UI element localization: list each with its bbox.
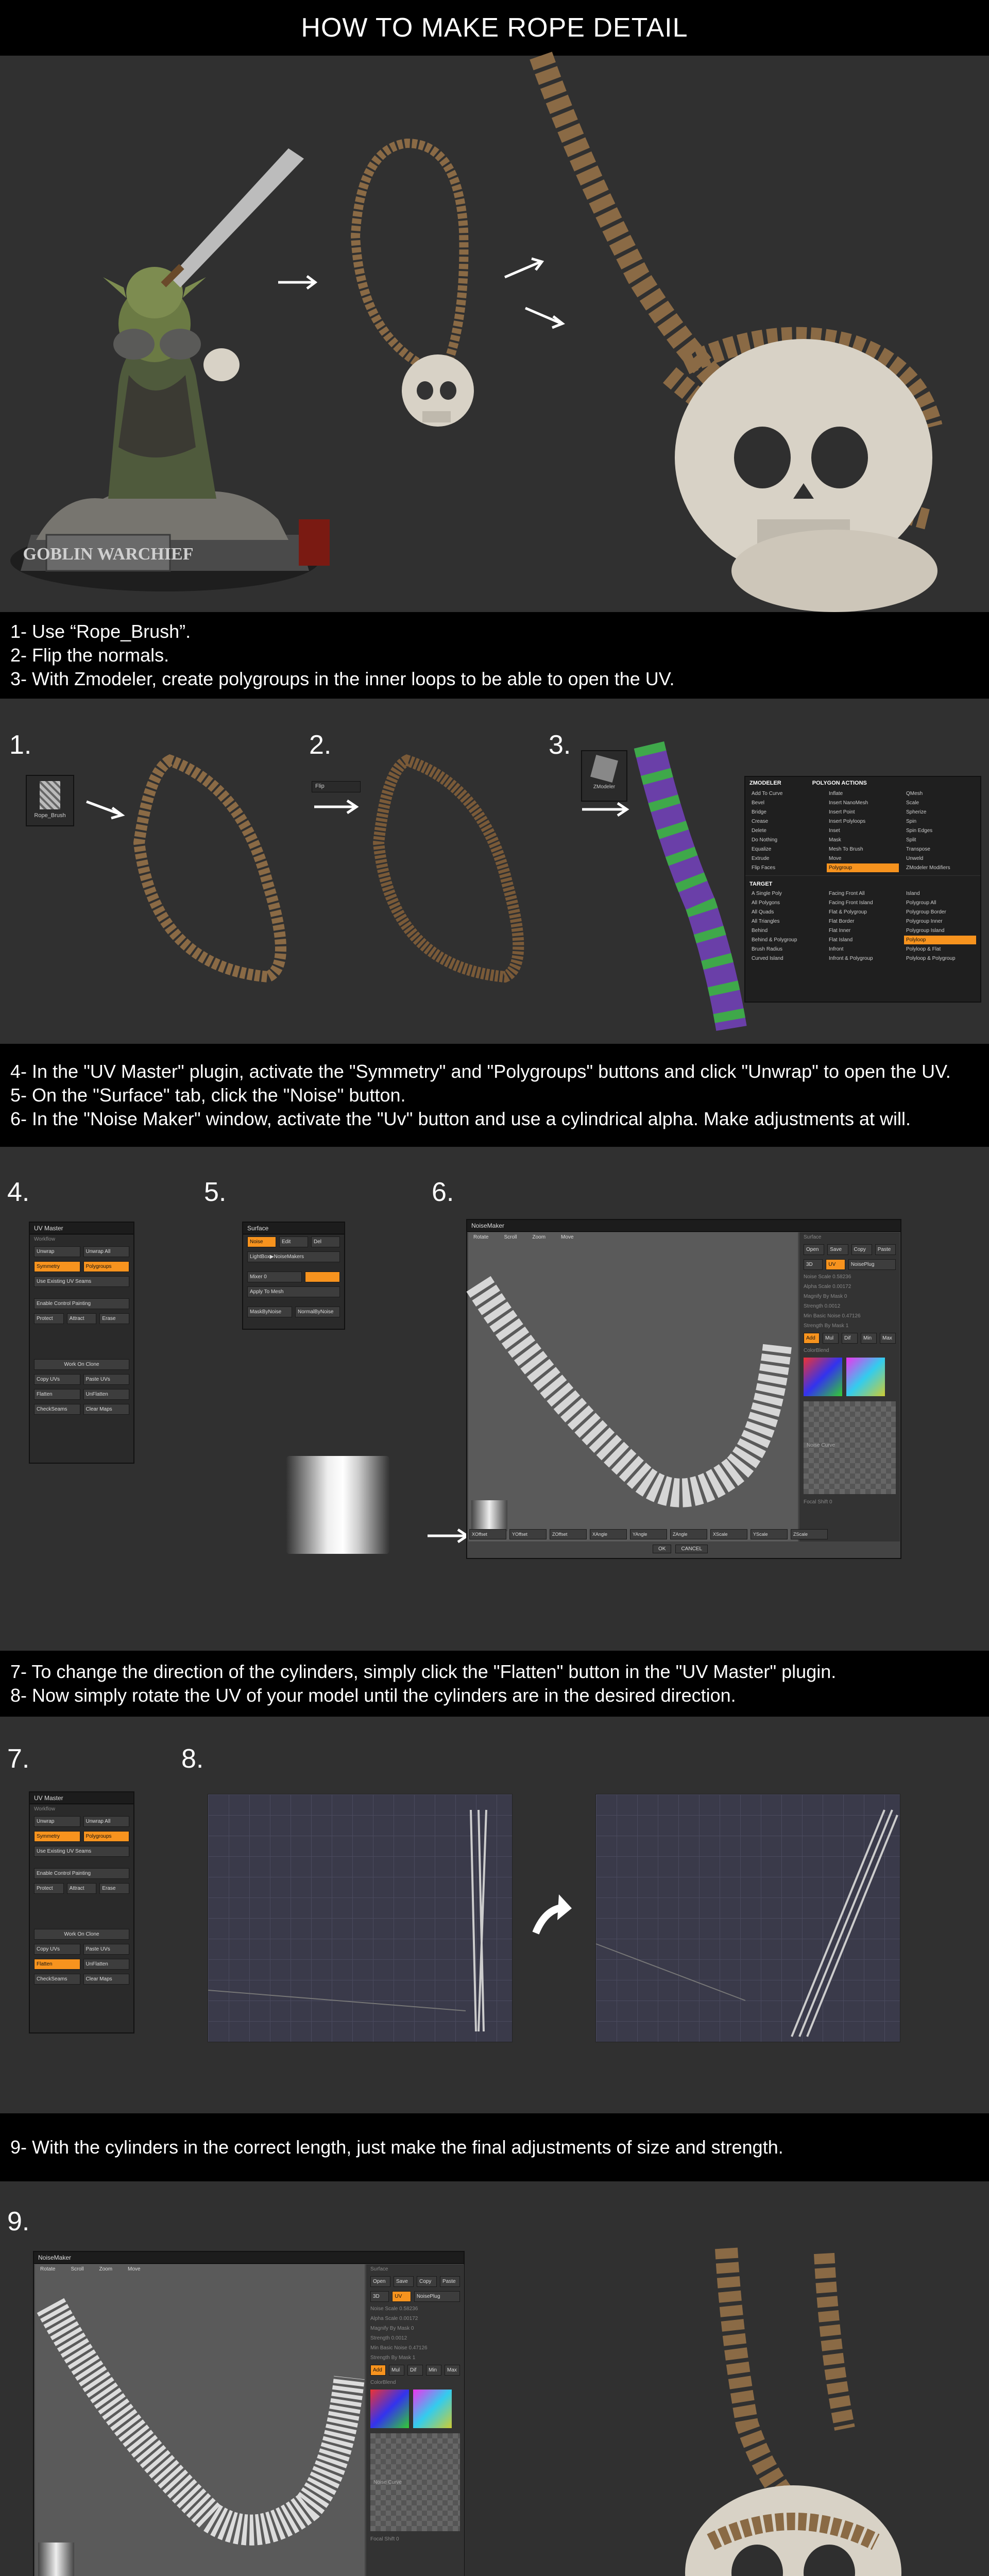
paste-uvs-button[interactable]: Paste UVs [83,1944,130,1955]
zmodeler-target-item[interactable]: Behind [752,928,768,934]
scroll-tool[interactable]: Scroll [504,1234,517,1240]
move-tool[interactable]: Move [561,1234,574,1240]
uv-button[interactable]: UV [826,1259,845,1270]
hero-area [0,56,989,612]
noisemaker-settings [799,1232,900,1541]
erase-button[interactable]: Erase [99,1313,129,1324]
rotate-tool[interactable]: Rotate [473,1234,489,1240]
statue-plaque-label: GOBLIN WARCHIEF [23,545,194,564]
zmodeler-target-item[interactable]: All Polygons [752,900,780,906]
use-existing-seams-button[interactable]: Use Existing UV Seams [34,1846,129,1857]
zmodeler-target-item[interactable]: All Triangles [752,919,780,924]
offset-slider[interactable]: ZOffset [550,1529,587,1539]
zmodeler-action-item[interactable]: Mesh To Brush [829,846,863,852]
step-number: 3. [549,730,571,760]
settings-title: Surface [804,1234,822,1240]
rope-polygroups [649,745,731,1028]
noisy-rope-preview [468,1243,798,1511]
color-swatch-b[interactable] [846,1358,885,1396]
copy-uvs-button[interactable]: Copy UVs [34,1944,80,1955]
move-tool[interactable]: Move [128,2266,141,2272]
magnify-by-mask-slider[interactable]: Magnify By Mask 0 [370,2326,414,2331]
zmodeler-action-item[interactable]: Spin [906,819,917,824]
strength-slider[interactable]: Strength 0.0012 [804,1303,841,1309]
statue-banner [299,519,330,566]
instructions-1 [0,612,989,699]
blend-mode-button[interactable]: Dif [407,2365,423,2376]
blend-mode-button[interactable]: Max [880,1333,896,1344]
instruction-line: 3- With Zmodeler, create polygroups in the inner loops to be able to open the UV. [10,668,675,689]
save-button[interactable]: Save [827,1244,848,1255]
zmodeler-action-item[interactable]: Bevel [752,800,765,806]
alpha-scale-slider[interactable]: Alpha Scale 0.00172 [804,1284,851,1290]
zmodeler-menu-header: ZMODELER [749,780,781,786]
target-header: TARGET [745,875,980,889]
zmodeler-action-item[interactable]: Insert NanoMesh [829,800,868,806]
noise-curve-label: Noise Curve [373,2480,402,2485]
rope-loop-1 [139,760,281,977]
alpha-scale-slider[interactable]: Alpha Scale 0.00172 [370,2316,418,2321]
3d-button[interactable]: 3D [370,2291,389,2302]
symmetry-button[interactable]: Symmetry [34,1261,80,1272]
work-on-clone-button[interactable]: Work On Clone [34,1359,129,1370]
noisemaker-title: NoiseMaker [467,1220,900,1232]
noiseplug-button[interactable]: NoisePlug [848,1259,896,1270]
rope-final [726,2248,845,2501]
zmodeler-action-item[interactable]: Add To Curve [752,791,783,796]
colorblend-label: ColorBlend [804,1348,829,1353]
workflow-label: Workflow [34,1806,55,1812]
surface-title: Surface [243,1223,344,1234]
zmodeler-action-item[interactable]: Polygroup [827,863,899,872]
zmodeler-action-item[interactable]: Crease [752,819,769,824]
instructions-4 [0,2113,989,2181]
protect-button[interactable]: Protect [34,1313,64,1324]
zmodeler-action-item[interactable]: Insert Polyloops [829,819,866,824]
zmodeler-target-item[interactable]: Curved Island [752,956,783,961]
zmodeler-action-item[interactable]: Bridge [752,809,766,815]
copy-uvs-button[interactable]: Copy UVs [34,1374,80,1385]
attract-button[interactable]: Attract [67,1883,97,1894]
noise-scale-slider[interactable]: Noise Scale 0.58236 [804,1274,851,1280]
uv-master-title: UV Master [30,1223,133,1234]
rope-brush-label: Rope_Brush [34,812,66,819]
final-render [0,2181,989,2576]
arrow-2 [505,259,542,277]
blend-mode-button[interactable]: Add [370,2365,386,2376]
step-number: 1. [9,730,32,760]
color-swatch-a[interactable] [804,1358,842,1396]
del-button[interactable]: Del [311,1236,340,1247]
unwrap-all-button[interactable]: Unwrap All [83,1816,130,1827]
skull-large [675,339,937,612]
step-number: 7. [7,1744,30,1774]
paste-button[interactable]: Paste [440,2276,460,2287]
copy-button[interactable]: Copy [417,2276,437,2287]
noisemaker-title: NoiseMaker [34,2252,464,2264]
instructions-3 [0,1651,989,1717]
instruction-line: 8- Now simply rotate the UV of your model until the cylinders are in the desired direction. [10,1685,736,1706]
zmodeler-action-item[interactable]: Delete [752,828,766,834]
zmodeler-target-item[interactable]: Polyloop & Flat [906,946,941,952]
zmodeler-target-item[interactable]: Flat & Polygroup [829,909,867,915]
offset-slider[interactable]: ZAngle [670,1529,707,1539]
step-number: 6. [432,1177,454,1207]
zmodeler-target-item[interactable]: Polygroup All [906,900,936,906]
offset-slider[interactable]: YOffset [509,1529,547,1539]
offset-slider[interactable]: XOffset [469,1529,506,1539]
zmodeler-target-item[interactable]: Infront [829,946,844,952]
rope-loop-small [355,143,464,375]
strength-by-mask-slider[interactable]: Strength By Mask 1 [370,2355,416,2361]
zmodeler-action-item[interactable]: Inflate [829,791,843,796]
skull-final [685,2485,901,2576]
zmodeler-target-item[interactable]: Flat Inner [829,928,851,934]
enable-control-painting-button[interactable]: Enable Control Painting [34,1298,129,1309]
focal-shift-slider[interactable]: Focal Shift 0 [370,2536,399,2542]
mask-by-noise-button[interactable]: MaskByNoise [247,1307,292,1317]
use-existing-seams-button[interactable]: Use Existing UV Seams [34,1276,129,1287]
clear-maps-button[interactable]: Clear Maps [83,1974,130,1985]
unwrap-button[interactable]: Unwrap [34,1246,80,1257]
instruction-line: 2- Flip the normals. [10,645,169,666]
alpha-thumbnail[interactable] [471,1500,507,1531]
zmodeler-action-item[interactable]: Inset [829,828,840,834]
scroll-tool[interactable]: Scroll [71,2266,84,2272]
instruction-line: 4- In the "UV Master" plugin, activate the "Symmetry" and "Polygroups" buttons and click "Unwrap" to open the UV. [10,1061,951,1082]
open-button[interactable]: Open [804,1244,824,1255]
unwrap-all-button[interactable]: Unwrap All [83,1246,130,1257]
zmodeler-action-item[interactable]: Flip Faces [752,865,776,871]
zmodeler-action-item[interactable]: Equalize [752,846,772,852]
zmodeler-target-item[interactable]: Flat Border [829,919,855,924]
zmodeler-action-item[interactable]: Scale [906,800,919,806]
zmodeler-action-item[interactable]: Spherize [906,809,927,815]
ok-button[interactable]: OK [653,1545,671,1553]
colorblend-label: ColorBlend [370,2380,396,2385]
offset-slider[interactable]: XScale [710,1529,747,1539]
noise-curve-editor[interactable] [804,1401,896,1494]
zmodeler-target-item[interactable]: Island [906,891,920,896]
uv-lines-after [596,1794,900,2042]
noisemaker-toolbar [468,1232,798,1242]
offset-slider[interactable]: YScale [751,1529,788,1539]
zmodeler-target-item[interactable]: Polyloop [904,936,976,944]
skull-small [402,354,474,427]
apply-to-mesh-button[interactable]: Apply To Mesh [247,1286,340,1297]
noisemaker-viewport[interactable] [468,1232,798,1541]
instruction-line: 7- To change the direction of the cylinders, simply click the "Flatten" button in the "UV Master" plugin. [10,1661,837,1682]
rotate-tool[interactable]: Rotate [40,2266,56,2272]
step-number: 9. [7,2207,30,2236]
3d-button[interactable]: 3D [804,1259,823,1270]
zmodeler-action-item[interactable]: Transpose [906,846,930,852]
paste-uvs-button[interactable]: Paste UVs [83,1374,130,1385]
unflatten-button[interactable]: UnFlatten [83,1959,130,1970]
zmodeler-target-item[interactable]: All Quads [752,909,774,915]
strength-by-mask-slider[interactable]: Strength By Mask 1 [804,1323,849,1329]
step-number: 4. [7,1177,30,1207]
unwrap-button[interactable]: Unwrap [34,1816,80,1827]
copy-button[interactable]: Copy [851,1244,872,1255]
zmodeler-target-item[interactable]: Polyloop & Polygroup [906,956,956,961]
flatten-button[interactable]: Flatten [34,1959,80,1970]
blend-mode-button[interactable]: Min [861,1333,877,1344]
zmodeler-label: ZModeler [593,784,616,790]
zmodeler-target-item[interactable]: Flat Island [829,937,853,943]
min-basic-noise-slider[interactable]: Min Basic Noise 0.47126 [804,1313,861,1319]
zmodeler-action-item[interactable]: Unweld [906,856,924,861]
page-title: HOW TO MAKE ROPE DETAIL [0,0,989,56]
step-number: 5. [204,1177,227,1207]
polygroups-button[interactable]: Polygroups [83,1261,130,1272]
symmetry-button[interactable]: Symmetry [34,1831,80,1842]
work-on-clone-button[interactable]: Work On Clone [34,1929,129,1940]
instruction-line: 9- With the cylinders in the correct length, just make the final adjustments of size and strength. [10,2137,783,2158]
section-2-area [0,1147,989,1651]
paste-button[interactable]: Paste [875,1244,896,1255]
attract-button[interactable]: Attract [67,1313,97,1324]
section-4-area [0,2181,989,2576]
noisemaker-window [466,1219,901,1559]
offset-slider[interactable]: XAngle [590,1529,627,1539]
edit-button[interactable]: Edit [279,1236,308,1247]
zmodeler-action-item[interactable]: Move [829,856,842,861]
workflow-label: Workflow [34,1236,55,1242]
zoom-tool[interactable]: Zoom [532,1234,546,1240]
blend-mode-button[interactable]: Dif [842,1333,858,1344]
erase-button[interactable]: Erase [99,1883,129,1894]
normal-by-noise-button[interactable]: NormalByNoise [295,1307,340,1317]
zmodeler-target-item[interactable]: Facing Front All [829,891,865,896]
arrow-3 [525,308,562,328]
cancel-button[interactable]: CANCEL [675,1545,708,1553]
zmodeler-menu [744,776,981,1003]
uv-master-title: UV Master [30,1792,133,1804]
save-button[interactable]: Save [394,2276,414,2287]
zmodeler-target-item[interactable]: Infront & Polygroup [829,956,873,961]
step-number: 8. [181,1744,204,1774]
settings-title: Surface [370,2266,388,2272]
unflatten-button[interactable]: UnFlatten [83,1389,130,1400]
zmodeler-action-item[interactable]: ZModeler Modifiers [906,865,950,871]
uv-view-after [595,1794,900,2042]
blend-mode-button[interactable]: Add [804,1333,820,1344]
instruction-line: 5- On the "Surface" tab, click the "Noise" button. [10,1084,406,1106]
noise-button[interactable]: Noise [247,1236,276,1247]
zmodeler-target-item[interactable]: Polygroup Border [906,909,946,915]
section-1-area [0,699,989,1044]
sword [170,148,304,287]
zmodeler-target-item[interactable]: Facing Front Island [829,900,873,906]
zmodeler-action-item[interactable]: Extrude [752,856,770,861]
blend-mode-button[interactable]: Mul [389,2365,404,2376]
rope-loop-2 [379,760,518,977]
protect-button[interactable]: Protect [34,1883,64,1894]
checkseams-button[interactable]: CheckSeams [34,1404,80,1415]
offset-slider[interactable]: YAngle [630,1529,667,1539]
checkseams-button[interactable]: CheckSeams [34,1974,80,1985]
arrow-1 [278,276,315,289]
zmodeler-action-item[interactable]: Insert Point [829,809,855,815]
polygroups-button[interactable]: Polygroups [83,1831,130,1842]
step-number: 2. [309,730,332,760]
focal-shift-slider[interactable]: Focal Shift 0 [804,1499,832,1505]
arrow-step-1 [87,802,122,818]
zoom-tool[interactable]: Zoom [99,2266,113,2272]
noiseplug-button[interactable]: NoisePlug [414,2291,460,2302]
zmodeler-action-item[interactable]: Spin Edges [906,828,933,834]
arrow-step-3 [582,803,627,816]
hero-illustration [0,56,989,612]
zmodeler-target-item[interactable]: Polygroup Island [906,928,945,934]
polygon-actions-header: POLYGON ACTIONS [812,780,867,786]
zmodeler-action-item[interactable]: Mask [829,837,841,843]
zmodeler-action-item[interactable]: Split [906,837,916,843]
magnify-by-mask-slider[interactable]: Magnify By Mask 0 [804,1294,847,1299]
noise-curve-label: Noise Curve [807,1443,835,1448]
section-3-area [0,1717,989,2113]
zmodeler-target-item[interactable]: Polygroup Inner [906,919,943,924]
lightbox-noisemakers-button[interactable]: LightBox▶NoiseMakers [247,1251,340,1262]
zmodeler-target-item[interactable]: Brush Radius [752,946,783,952]
open-button[interactable]: Open [370,2276,390,2287]
zmodeler-target-item[interactable]: Behind & Polygroup [752,937,797,943]
noise-scale-slider[interactable]: Noise Scale 0.58236 [370,2306,418,2312]
zmodeler-action-item[interactable]: QMesh [906,791,923,796]
blend-mode-button[interactable]: Max [445,2365,460,2376]
zmodeler-action-item[interactable]: Do Nothing [752,837,778,843]
arrow-step-2 [314,801,356,813]
mixer-slider[interactable]: Mixer 0 [247,1272,302,1282]
blend-mode-button[interactable]: Mul [823,1333,839,1344]
instruction-line: 1- Use “Rope_Brush”. [10,621,191,642]
flatten-button[interactable]: Flatten [34,1389,80,1400]
clear-maps-button[interactable]: Clear Maps [83,1404,130,1415]
min-basic-noise-slider[interactable]: Min Basic Noise 0.47126 [370,2345,428,2351]
uv-button[interactable]: UV [392,2291,411,2302]
flip-label: Flip [315,783,325,789]
zmodeler-target-item[interactable]: A Single Poly [752,891,782,896]
instruction-line: 6- In the "Noise Maker" window, activate the "Uv" button and use a cylindrical alpha. Make adjustments at will. [10,1108,911,1129]
offset-slider[interactable]: ZScale [791,1529,828,1539]
instructions-2 [0,1044,989,1147]
strength-slider[interactable]: Strength 0.0012 [370,2335,407,2341]
blend-mode-button[interactable]: Min [426,2365,441,2376]
enable-control-painting-button[interactable]: Enable Control Painting [34,1868,129,1879]
